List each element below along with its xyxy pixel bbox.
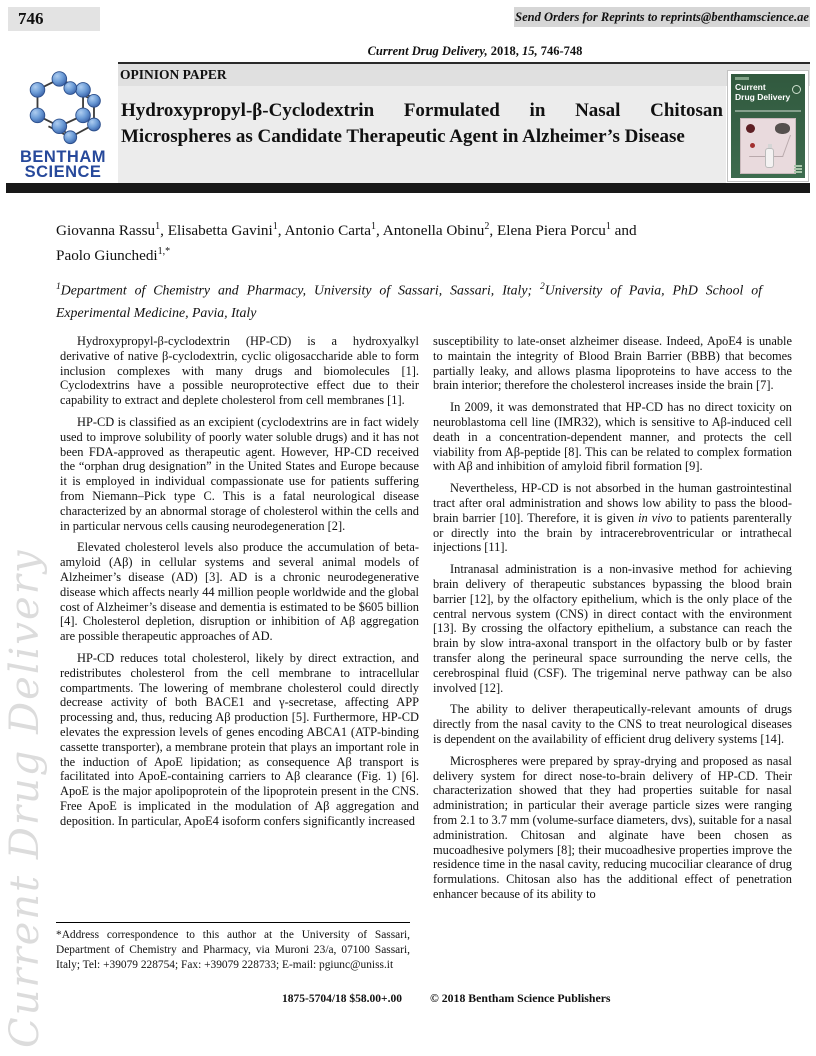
paragraph: Microspheres were prepared by spray-drying and proposed as nasal delivery system for direct nose-to-brain delivery of HP-CD. Their characterization showed that they had properties suitable for nasal administration; in particular their average particle sizes were ranging from 2.1 to 3.7 mm (volume-surface diameters, dvs), suitable for a nasal administration. Chitosan and alginate have been chosen as mucoadhesive polymers [8]; their mucoadhesive properties improve the residence time in the nasal cavity, reducing mucociliar clearance of drug formulations. Chitosan also has the additional effect of penetration enhancer because of its ability to bbox=[433, 753, 792, 901]
journal-citation bbox=[0, 44, 816, 59]
page-number: 746 bbox=[8, 7, 100, 31]
title-area bbox=[118, 86, 726, 183]
author: Antonella Obinu$^2$, bbox=[382, 221, 497, 240]
cover-art-bottle-cap bbox=[768, 144, 772, 148]
paragraph: HP-CD reduces total cholesterol, likely by direct extraction, and redistributes cholesterol from the cell membrane to intracellular compartments. The lowering of membrane cholesterol could directly decrease activity of both BACE1 and γ-secretase, affecting APP processing and, thus, reducing Aβ production [5]. Furthermore, HP-CD elevates the expression levels of genes encoding ABCA1 (ATP-binding cassette transporter), a membrane protein that plays an important role in the induction of ApoE lipidation; as consequence Aβ transport is facilitated into ApoE-containing carriers to Aβ clearance (Fig. 1) [6]. ApoE is the major apolipoprotein of the lipoprotein present in the CNS. Free ApoE is implicated in the modulation of Aβ aggregation and deposition. In particular, ApoE4 isoform confers significantly increased bbox=[60, 650, 419, 828]
header-divider-bar bbox=[6, 183, 810, 193]
cover-art-dark-red-blob bbox=[746, 124, 755, 133]
publisher-name-line1: BENTHAM bbox=[20, 148, 106, 166]
paragraph: Elevated cholesterol levels also produce the accumulation of beta-amyloid (Aβ) in cellular systems and several animal models of Alzheimer’s disease (AD) [3]. AD is a chronic neurodegenerative disease which affects nearly 44 million people worldwide and the global cost of Alzheimer’s disease and dementia is estimated to be $605 billion [4]. Cholesterol depletion, disruption or inhibition of Aβ aggregation are possible therapeutic approaches of AD. bbox=[60, 540, 419, 644]
citation-year: 2018, bbox=[487, 44, 519, 58]
author: Antonio Carta$^1$, bbox=[284, 221, 383, 240]
molecule-logo-icon bbox=[17, 68, 109, 150]
cover-art-bottle bbox=[765, 148, 774, 168]
cover-art-brain-blob bbox=[775, 123, 790, 134]
copyright-notice: © 2018 Bentham Science Publishers bbox=[430, 991, 611, 1005]
citation-pages: 746-748 bbox=[537, 44, 583, 58]
correspondence-footnote: *Address correspondence to this author at the University of Sassari, Department of Chemistry and Pharmacy, via Muroni 23/a, 07100 Sassari, Italy; Tel: +39079 228754; Fax: +39079 228733; E-mail: pgiunc@uniss.it bbox=[56, 922, 410, 972]
cover-issue-mark bbox=[735, 77, 749, 80]
cover-publisher-mini-logo bbox=[794, 165, 802, 176]
article-body bbox=[60, 334, 792, 966]
sidebar-watermark: Current Drug Delivery bbox=[2, 548, 48, 1048]
paragraph: Nevertheless, HP-CD is not absorbed in the human gastrointestinal tract after oral administration and shows low ability to pass the blood-brain barrier [10]. Therefore, it is given in vivo to patients parenterally or directly into the brain by intracerebroventricular or intrathecal injections [11]. bbox=[433, 481, 792, 555]
authors-line bbox=[56, 216, 756, 266]
paragraph: Hydroxypropyl-β-cyclodextrin (HP-CD) is a hydroxyalkyl derivative of native β-cyclodextrin, cyclic oligosaccharide able to form inclusion complexes with many drugs and biomolecules [1]. Cyclodextrins have a possible neuroprotective effect due to their capability to extract and deplete cholesterol from cell membranes [1]. bbox=[60, 334, 419, 408]
paragraph: Intranasal administration is a non-invasive method for achieving brain delivery of therapeutic substances bypassing the blood brain barrier [12], by the olfactory epithelium, which is the only place of the central nervous system (CNS) in direct contact with the environment [13]. By crossing the olfactory epithelium, a substance can reach the brain by slow intra-axonal transport in the olfactory bulb or by faster transfer along the perineural space surrounding the nerve cells, the cerebrospinal fluid (CSF). The trigeminal nerve pathway can be also involved [12]. bbox=[433, 562, 792, 695]
citation-volume: 15, bbox=[518, 44, 538, 58]
paragraph: The ability to deliver therapeutically-relevant amounts of drugs directly from the nasal cavity to the CNS to treat neurological diseases is dependent on the availability of efficient drug delivery systems [14]. bbox=[433, 702, 792, 746]
author: Giovanna Rassu$^1$, bbox=[56, 221, 168, 240]
cover-background bbox=[731, 74, 805, 178]
cover-tagline-rule bbox=[735, 110, 801, 112]
paragraph: In 2009, it was demonstrated that HP-CD has no direct toxicity on neuroblastoma cell line (IMR32), which is sensitive to Aβ-induced cell death in a concentration-dependent manner, and protects the cell viability from Aβ-peptide [8]. This can be related to complex formation with Aβ and inhibition of amyloid fibril formation [9]. bbox=[433, 400, 792, 474]
publisher-name-line2: SCIENCE bbox=[24, 163, 102, 181]
author: Elisabetta Gavini$^1$, bbox=[167, 221, 285, 240]
author: Elena Piera Porcu$^1$ and bbox=[497, 221, 637, 240]
section-label-band bbox=[118, 62, 810, 86]
cover-title-line1: Current bbox=[735, 82, 766, 92]
citation-journal: Current Drug Delivery, bbox=[367, 44, 488, 58]
affiliations: $^1$Department of Chemistry and Pharmacy, University of Sassari, Sassari, Italy; $^2$University of Pavia, PhD School of Experimental Medicine, Pavia, Italy bbox=[56, 282, 763, 320]
cover-artwork bbox=[740, 118, 796, 174]
author: Paolo Giunchedi$^{1,*}$ bbox=[56, 246, 171, 265]
cover-title bbox=[735, 83, 790, 102]
cover-ring-icon bbox=[792, 85, 801, 94]
page-title: Hydroxypropyl-β-Cyclodextrin Formulated in Nasal Chitosan Microspheres as Candidate Therapeutic Agent in Alzheimer’s Disease bbox=[121, 100, 723, 147]
journal-cover-thumbnail bbox=[727, 70, 809, 182]
paragraph: HP-CD is classified as an excipient (cyclodextrins are in fact widely used to improve solubility of poorly water soluble drugs) and it has not been FDA-approved as therapeutic agent. However, HP-CD received the “orphan drug designation” in the United States and Europe because it is employed in individual compassionate use for patients suffering from Niemann–Pick type C. This is a fatal neurological disease characterized by an abnormal storage of cholesterol within the cells and in particular nervous cells causing neurodegeneration [2]. bbox=[60, 414, 419, 533]
reprint-notice: Send Orders for Reprints to reprints@benthamscience.ae bbox=[514, 7, 810, 27]
issn-price: 1875-5704/18 $58.00+.00 bbox=[282, 993, 402, 1005]
paragraph: susceptibility to late-onset alzheimer disease. Indeed, ApoE4 is unable to maintain the integrity of Blood Brain Barrier (BBB) that becomes partially leaky, and allows plasma lipoproteins to have access to the brain interior; therefore the cholesterol increases inside the brain [7]. bbox=[433, 334, 792, 393]
cover-title-line2: Drug Delivery bbox=[735, 91, 791, 102]
right-column bbox=[433, 334, 792, 966]
publisher-logo bbox=[8, 68, 118, 183]
section-label: OPINION PAPER bbox=[120, 67, 227, 82]
left-column bbox=[60, 334, 419, 919]
